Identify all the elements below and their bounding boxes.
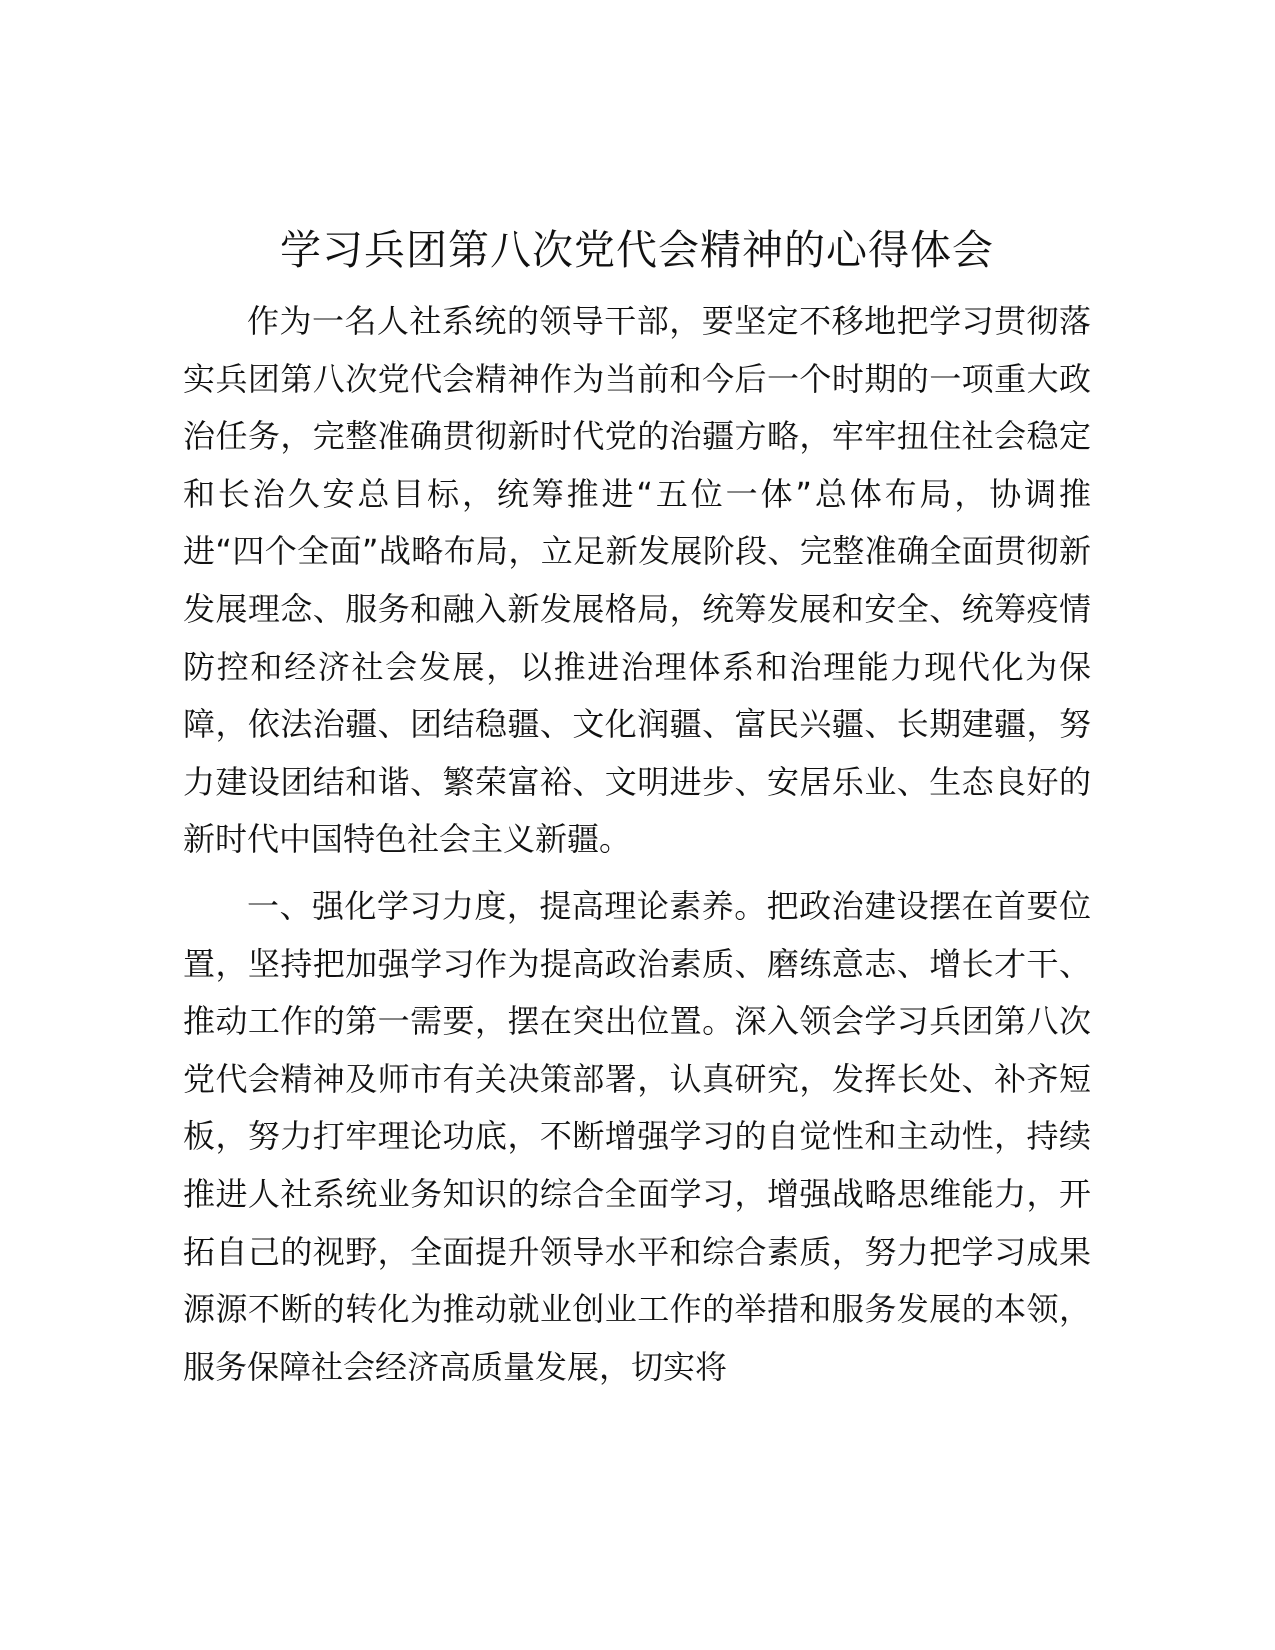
paragraph-intro: 作为一名人社系统的领导干部，要坚定不移地把学习贯彻落实兵团第八次党代会精神作为当前和今后一个时期的一项重大政治任务，完整准确贯彻新时代党的治疆方略，牢牢扭住社会稳定和长治久安总目标，统筹推进“五位一体”总体布局，协调推进“四个全面”战略布局，立足新发展阶段、完整准确全面贯彻新发展理念、服务和融入新发展格局，统筹发展和安全、统筹疫情防控和经济社会发展，以推进治理体系和治理能力现代化为保障，依法治疆、团结稳疆、文化润疆、富民兴疆、长期建疆，努力建设团结和谐、繁荣富裕、文明进步、安居乐业、生态良好的新时代中国特色社会主义新疆。 (183, 302, 1091, 859)
paragraph-section-1: 一、强化学习力度，提高理论素养。把政治建设摆在首要位置，坚持把加强学习作为提高政治素质、磨练意志、增长才干、推动工作的第一需要，摆在突出位置。深入领会学习兵团第八次党代会精神及师市有关决策部署，认真研究，发挥长处、补齐短板，努力打牢理论功底，不断增强学习的自觉性和主动性，持续推进人社系统业务知识的综合全面学习，增强战略思维能力，开拓自己的视野，全面提升领导水平和综合素质，努力把学习成果源源不断的转化为推动就业创业工作的举措和服务发展的本领，服务保障社会经济高质量发展，切实将 (183, 887, 1091, 1386)
document-title: 学习兵团第八次党代会精神的心得体会 (280, 226, 994, 274)
